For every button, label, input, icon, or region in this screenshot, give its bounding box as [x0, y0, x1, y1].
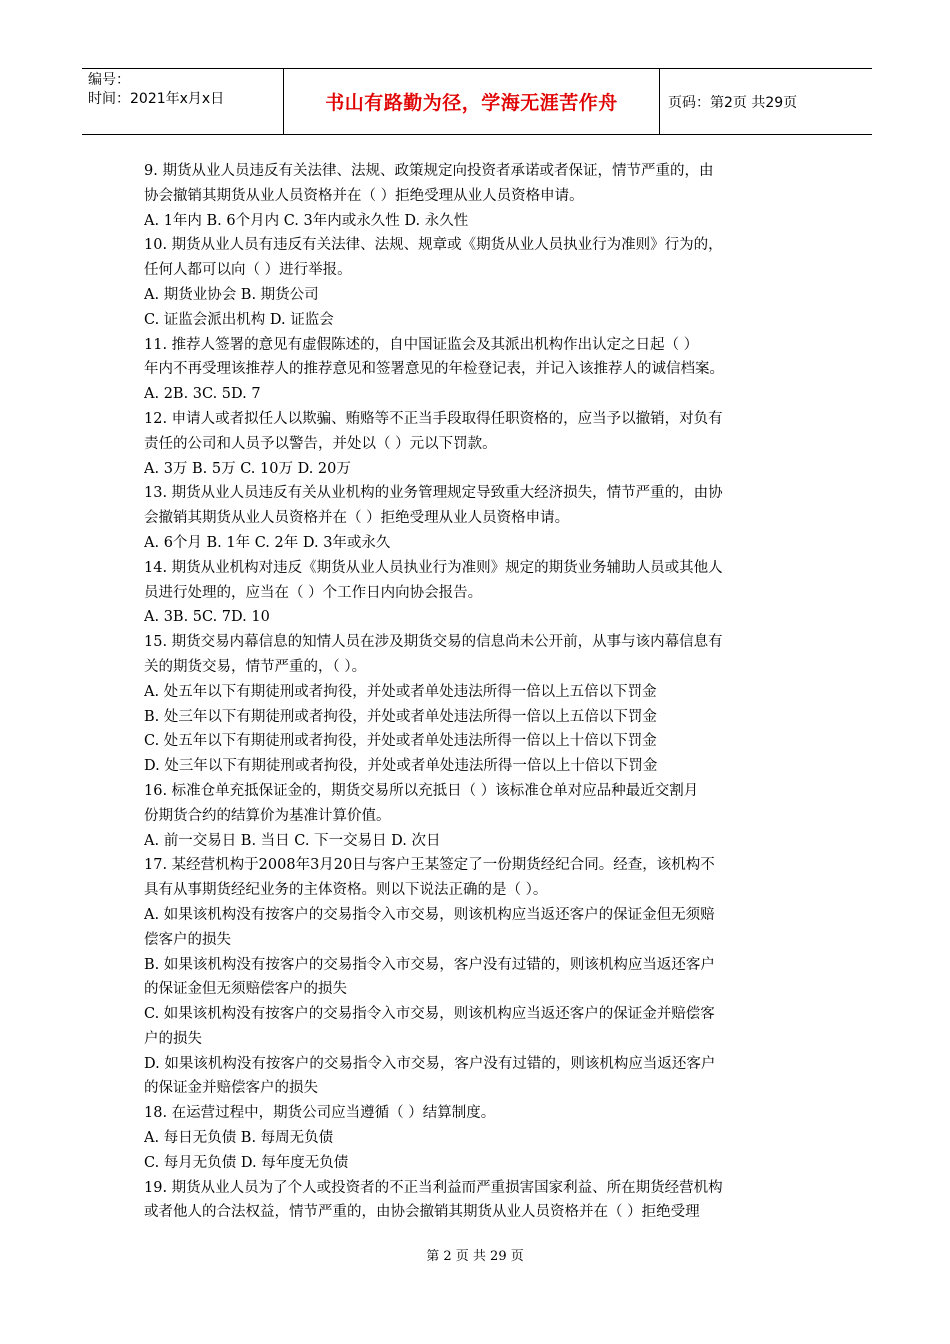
text-line: 10. 期货从业人员有违反有关法律、法规、规章或《期货从业人员执业行为准则》行为的，: [144, 237, 723, 254]
text-line: 19. 期货从业人员为了个人或投资者的不正当利益而严重损害国家利益、所在期货经营机构: [144, 1179, 723, 1196]
text-line: 9. 期货从业人员违反有关法律、法规、政策规定向投资者承诺或者保证，情节严重的，由: [144, 163, 714, 179]
text-line: 16. 标准仓单充抵保证金的，期货交易所以充抵日（ ）该标准仓单对应品种最近交割月: [144, 782, 699, 799]
text-line: 18. 在运营过程中，期货公司应当遵循（ ）结算制度。: [144, 1105, 496, 1122]
text-line: 偿客户的损失: [144, 931, 231, 948]
text-line: B. 如果该机构没有按客户的交易指令入市交易，客户没有过错的，则该机构应当返还客户: [144, 956, 715, 973]
text-line: A. 每日无负债 B. 每周无负债: [144, 1130, 334, 1147]
text-line: A. 前一交易日 B. 当日 C. 下一交易日 D. 次日: [144, 832, 441, 849]
text-line: C. 处五年以下有期徒刑或者拘役，并处或者单处违法所得一倍以上十倍以下罚金: [144, 733, 657, 750]
text-line: C. 每月无负债 D. 每年度无负债: [144, 1154, 349, 1171]
motto-text: 书山有路勤为径，学海无涯苦作舟: [325, 92, 618, 114]
text-line: 的保证金但无须赔偿客户的损失: [144, 981, 347, 998]
text-line: A. 3万 B. 5万 C. 10万 D. 20万: [144, 460, 351, 477]
document-number: 编号：: [88, 72, 130, 88]
text-line: 13. 期货从业人员违反有关从业机构的业务管理规定导致重大经济损失，情节严重的，由协: [144, 485, 723, 502]
text-line: 任何人都可以向（ ）进行举报。: [144, 262, 352, 279]
text-line: 户的损失: [144, 1030, 202, 1047]
text-line: D. 处三年以下有期徒刑或者拘役，并处或者单处违法所得一倍以上十倍以下罚金: [144, 758, 658, 775]
text-line: 或者他人的合法权益，情节严重的，由协会撤销其期货从业人员资格并在（ ）拒绝受理: [144, 1204, 700, 1221]
page-info-text: 页码：第2页 共29页: [668, 94, 798, 111]
text-line: 责任的公司和人员予以警告，并处以（ ）元以下罚款。: [144, 435, 497, 452]
text-line: A. 处五年以下有期徒刑或者拘役，并处或者单处违法所得一倍以上五倍以下罚金: [144, 683, 657, 700]
question-body: [144, 159, 809, 1225]
text-line: 11. 推荐人签署的意见有虚假陈述的，自中国证监会及其派出机构作出认定之日起（ ）: [144, 336, 699, 353]
text-line: A. 如果该机构没有按客户的交易指令入市交易，则该机构应当返还客户的保证金但无须赔: [144, 906, 715, 923]
text-line: 12. 申请人或者拟任人以欺骗、贿赂等不正当手段取得任职资格的，应当予以撤销，对负有: [144, 410, 723, 427]
text-line: B. 处三年以下有期徒刑或者拘役，并处或者单处违法所得一倍以上五倍以下罚金: [144, 708, 657, 725]
page-header: [82, 68, 872, 135]
text-line: C. 如果该机构没有按客户的交易指令入市交易，则该机构应当返还客户的保证金并赔偿客: [144, 1006, 715, 1023]
text-line: 15. 期货交易内幕信息的知情人员在涉及期货交易的信息尚未公开前，从事与该内幕信息有: [144, 634, 723, 651]
text-line: A. 1年内 B. 6个月内 C. 3年内或永久性 D. 永久性: [144, 212, 469, 229]
text-line: 14. 期货从业机构对违反《期货从业人员执业行为准则》规定的期货业务辅助人员或其他人: [144, 559, 723, 576]
text-line: 17. 某经营机构于2008年3月20日与客户王某签定了一份期货经纪合同。经查，该机构不: [144, 857, 715, 874]
text-line: A. 期货业协会 B. 期货公司: [144, 286, 319, 303]
header-motto: [284, 69, 660, 134]
page-footer: 第 2 页 共 29 页: [426, 1249, 524, 1264]
text-line: A. 2B. 3C. 5D. 7: [144, 386, 261, 403]
header-page-info: [660, 69, 872, 134]
text-line: 的保证金并赔偿客户的损失: [144, 1080, 318, 1097]
text-line: 会撤销其期货从业人员资格并在（ ）拒绝受理从业人员资格申请。: [144, 510, 570, 527]
text-line: 年内不再受理该推荐人的推荐意见和签署意见的年检登记表，并记入该推荐人的诚信档案。: [144, 361, 724, 378]
text-line: 具有从事期货经纪业务的主体资格。则以下说法正确的是（ ）。: [144, 882, 548, 899]
text-line: D. 如果该机构没有按客户的交易指令入市交易，客户没有过错的，则该机构应当返还客户: [144, 1055, 716, 1072]
text-line: 份期货合约的结算价为基准计算价值。: [144, 807, 391, 824]
text-line: 协会撤销其期货从业人员资格并在（ ）拒绝受理从业人员资格申请。: [144, 187, 584, 204]
text-line: 关的期货交易，情节严重的，（ ）。: [144, 658, 367, 675]
document-date: 时间：2021年x月x日: [88, 91, 225, 107]
text-line: A. 3B. 5C. 7D. 10: [144, 609, 270, 626]
text-line: 员进行处理的，应当在（ ）个工作日内向协会报告。: [144, 584, 483, 601]
header-meta: [82, 69, 284, 134]
text-line: A. 6个月 B. 1年 C. 2年 D. 3年或永久: [144, 534, 391, 551]
text-line: C. 证监会派出机构 D. 证监会: [144, 311, 334, 328]
